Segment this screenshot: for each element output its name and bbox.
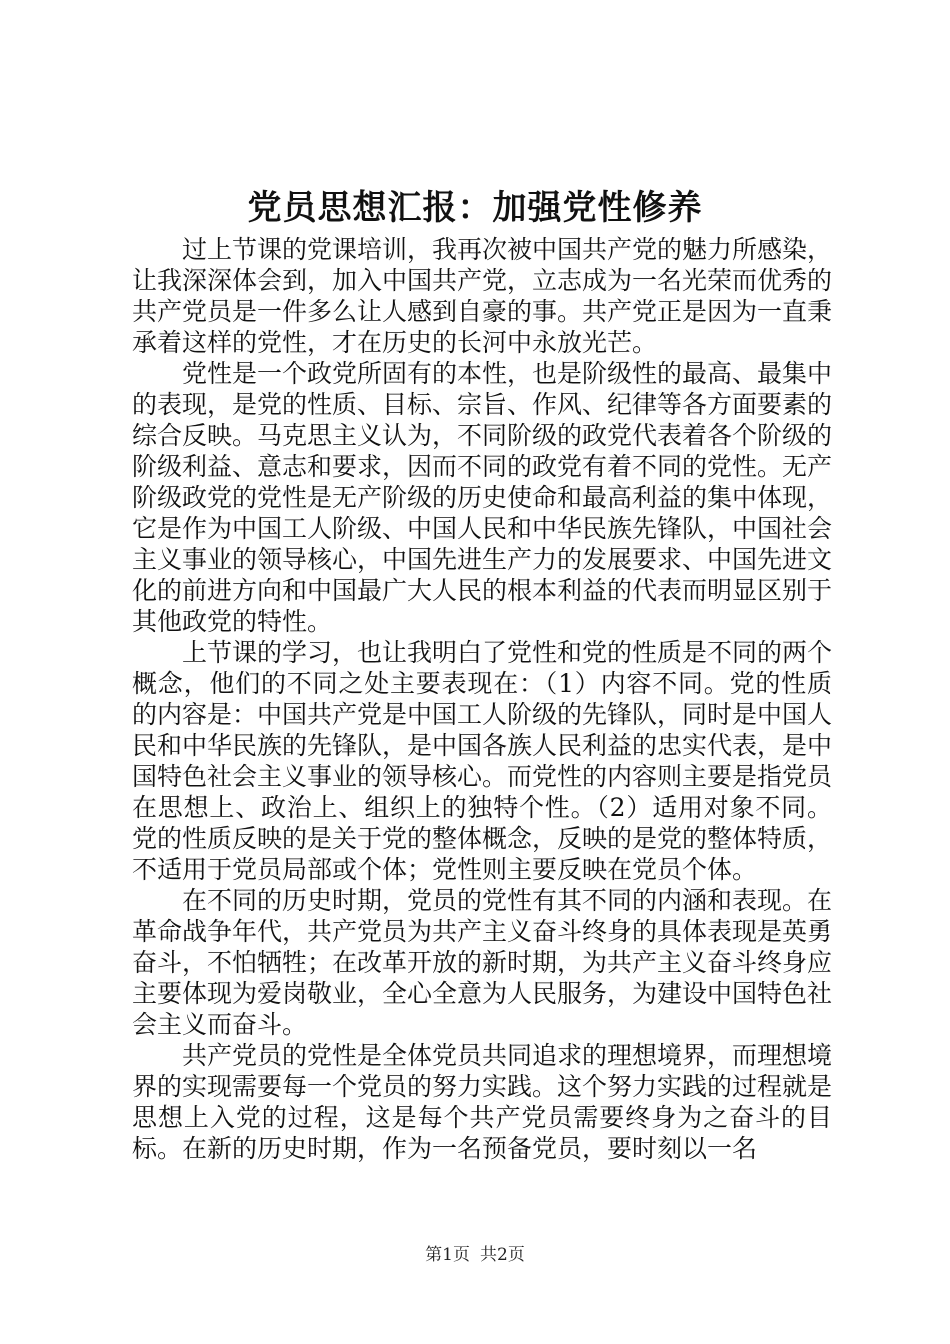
paragraph: 过上节课的党课培训，我再次被中国共产党的魅力所感染，让我深深体会到，加入中国共产党，立志成为一名光荣而优秀的共产党员是一件多么让人感到自豪的事。共产党正是因为一直秉承着这样的党性，才在历史的长河中永放光芒。	[132, 235, 833, 357]
page-footer	[0, 1243, 950, 1267]
page-number: 第1页	[425, 1245, 470, 1265]
paragraph: 党性是一个政党所固有的本性，也是阶级性的最高、最集中的表现，是党的性质、目标、宗旨、作风、纪律等各方面要素的综合反映。马克思主义认为，不同阶级的政党代表着各个阶级的阶级利益、意志和要求，因而不同的政党有着不同的党性。无产阶级政党的党性是无产阶级的历史使命和最高利益的集中体现，它是作为中国工人阶级、中国人民和中华民族先锋队，中国社会主义事业的领导核心，中国先进生产力的发展要求、中国先进文化的前进方向和中国最广大人民的根本利益的代表而明显区别于其他政党的特性。	[132, 359, 833, 636]
paragraph: 在不同的历史时期，党员的党性有其不同的内涵和表现。在革命战争年代，共产党员为共产主义奋斗终身的具体表现是英勇奋斗，不怕牺牲；在改革开放的新时期，为共产主义奋斗终身应主要体现为爱岗敬业，全心全意为人民服务，为建设中国特色社会主义而奋斗。	[132, 886, 833, 1039]
document-body	[132, 234, 832, 1164]
page-total: 共2页	[480, 1245, 525, 1265]
paragraph: 共产党员的党性是全体党员共同追求的理想境界，而理想境界的实现需要每一个党员的努力实践。这个努力实践的过程就是思想上入党的过程，这是每个共产党员需要终身为之奋斗的目标。在新的历史时期，作为一名预备党员，要时刻以一名	[132, 1041, 833, 1163]
paragraph: 上节课的学习，也让我明白了党性和党的性质是不同的两个概念，他们的不同之处主要表现在：（1）内容不同。党的性质的内容是：中国共产党是中国工人阶级的先锋队，同时是中国人民和中华民族的先锋队，是中国各族人民利益的忠实代表，是中国特色社会主义事业的领导核心。而党性的内容则主要是指党员在思想上、政治上、组织上的独特个性。（2）适用对象不同。党的性质反映的是关于党的整体概念，反映的是党的整体特质，不适用于党员局部或个体；党性则主要反映在党员个体。	[132, 638, 833, 884]
document-title: 党员思想汇报：加强党性修养	[247, 188, 703, 228]
